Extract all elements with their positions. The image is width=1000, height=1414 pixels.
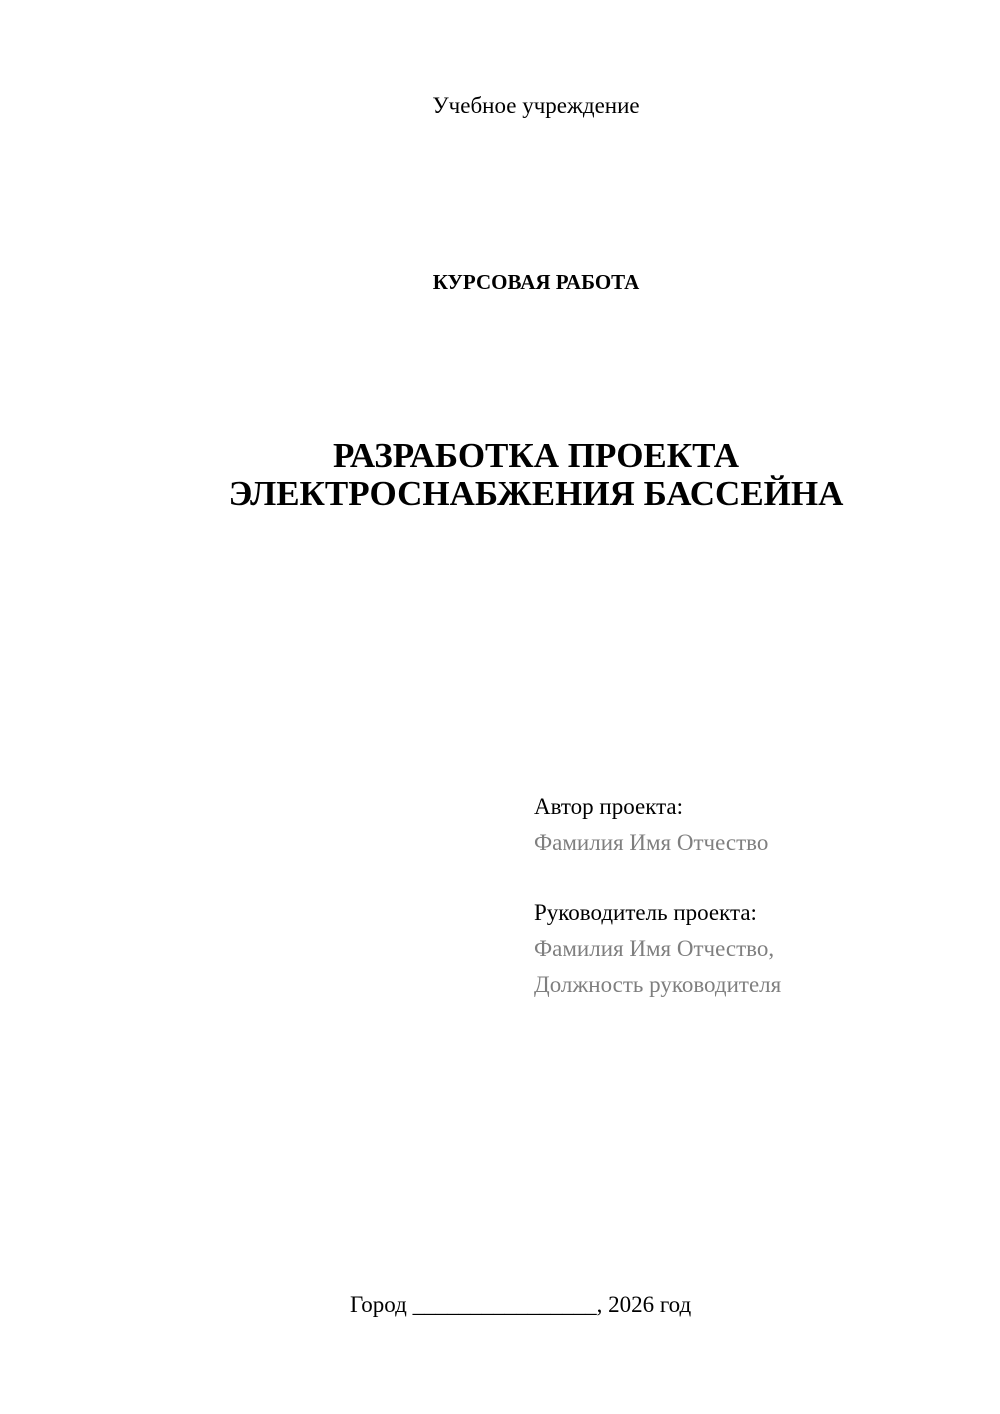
document-title-line-2: ЭЛЕКТРОСНАБЖЕНИЯ БАССЕЙНА: [228, 474, 844, 513]
people-block: [534, 789, 974, 1003]
supervisor-name: Фамилия Имя Отчество,: [534, 936, 775, 961]
supervisor-position: Должность руководителя: [534, 972, 782, 997]
institution-name: Учебное учреждение: [432, 93, 640, 118]
city-year-line: Город ________________, 2026 год: [350, 1292, 692, 1317]
author-label: Автор проекта:: [534, 794, 683, 819]
document-title-line-1: РАЗРАБОТКА ПРОЕКТА: [332, 436, 740, 475]
work-type-heading: КУРСОВАЯ РАБОТА: [432, 270, 640, 294]
spacer: [534, 861, 974, 895]
document-title: [0, 437, 1000, 513]
supervisor-label: Руководитель проекта:: [534, 900, 757, 925]
author-name: Фамилия Имя Отчество: [534, 830, 769, 855]
